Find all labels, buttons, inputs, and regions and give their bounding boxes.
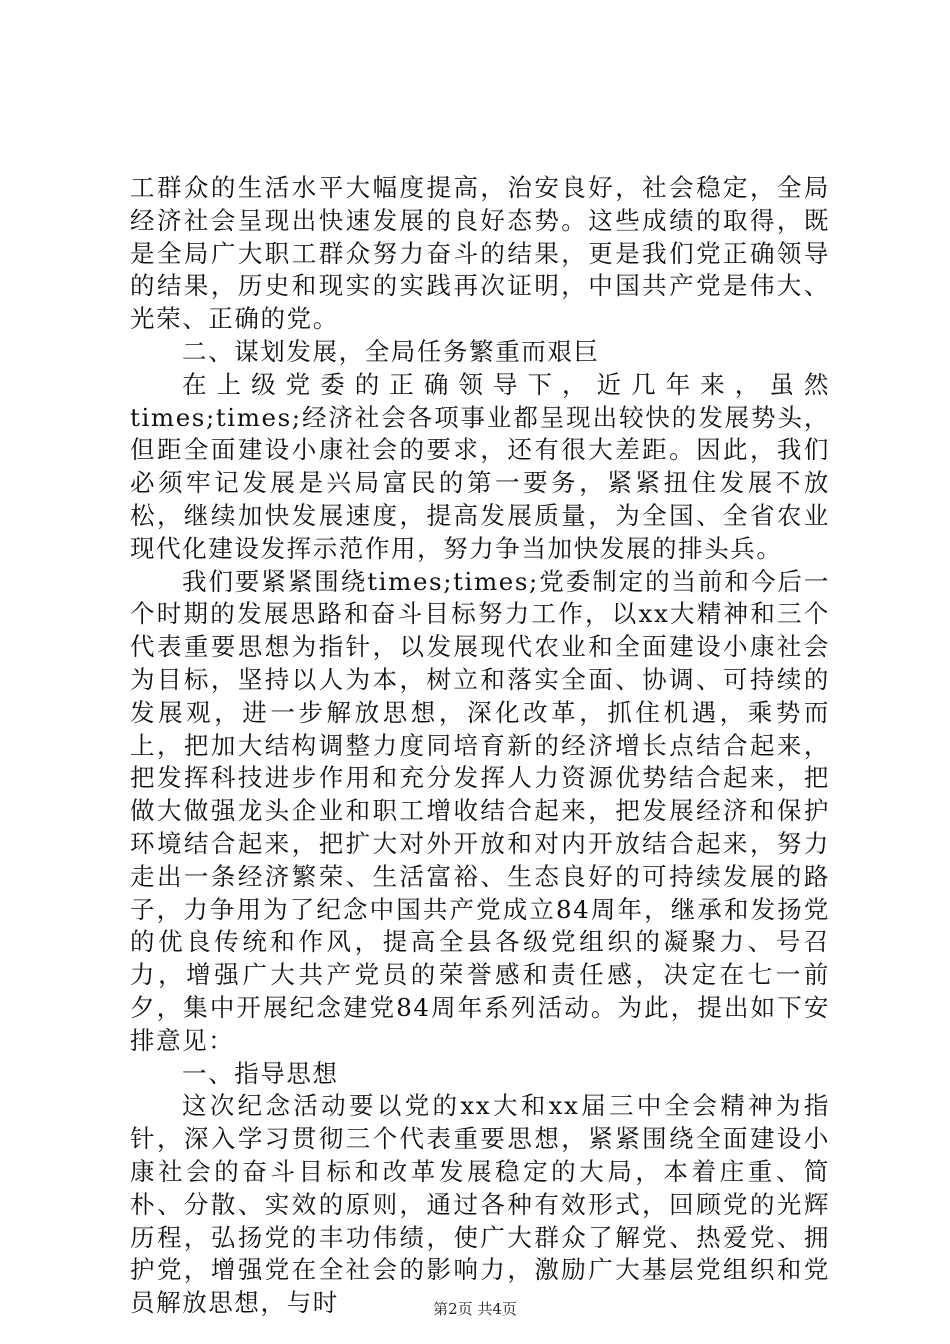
paragraph: 在上级党委的正确领导下，近几年来，虽然times;times;经济社会各项事业都呈现出较快的发展势头，但距全面建设小康社会的要求，还有很大差距。因此，我们必须牢记发展是兴局富民的第一要务，紧紧扭住发展不放松，继续加快发展速度，提高发展质量，为全国、全省农业现代化建设发挥示范作用，努力争当加快发展的排头兵。 [130,369,830,563]
paragraph-continuation: 工群众的生活水平大幅度提高，治安良好，社会稳定，全局经济社会呈现出快速发展的良好态势。这些成绩的取得，既是全局广大职工群众努力奋斗的结果，更是我们党正确领导的结果，历史和现实的实践再次证明，中国共产党是伟大、光荣、正确的党。 [130,173,830,334]
section-heading-1: 一、指导思想 [182,1058,339,1088]
page-number-footer: 第2页 共4页 [433,1300,517,1318]
paragraph: 我们要紧紧围绕times;times;党委制定的当前和今后一个时期的发展思路和奋斗目标努力工作，以xx大精神和三个代表重要思想为指针，以发展现代农业和全面建设小康社会为目标，坚持以人为本，树立和落实全面、协调、可持续的发展观，进一步解放思想，深化改革，抓住机遇，乘势而上，把加大结构调整力度同培育新的经济增长点结合起来，把发挥科技进步作用和充分发挥人力资源优势结合起来，把做大做强龙头企业和职工增收结合起来，把发展经济和保护环境结合起来，把扩大对外开放和对内开放结合起来，努力走出一条经济繁荣、生活富裕、生态良好的可持续发展的路子，力争用为了纪念中国共产党成立84周年，继承和发扬党的优良传统和作风，提高全县各级党组织的凝聚力、号召力，增强广大共产党员的荣誉感和责任感，决定在七一前夕，集中开展纪念建党84周年系列活动。为此，提出如下安排意见： [130,566,830,1055]
section-heading-2: 二、谋划发展，全局任务繁重而艰巨 [182,336,600,366]
paragraph: 这次纪念活动要以党的xx大和xx届三中全会精神为指针，深入学习贯彻三个代表重要思想，紧紧围绕全面建设小康社会的奋斗目标和改革发展稳定的大局，本着庄重、简朴、分散、实效的原则，通过各种有效形式，回顾党的光辉历程，弘扬党的丰功伟绩，使广大群众了解党、热爱党、拥护党，增强党在全社会的影响力，激励广大基层党组织和党员解放思想，与时 [130,1091,830,1318]
document-body [130,172,830,1320]
